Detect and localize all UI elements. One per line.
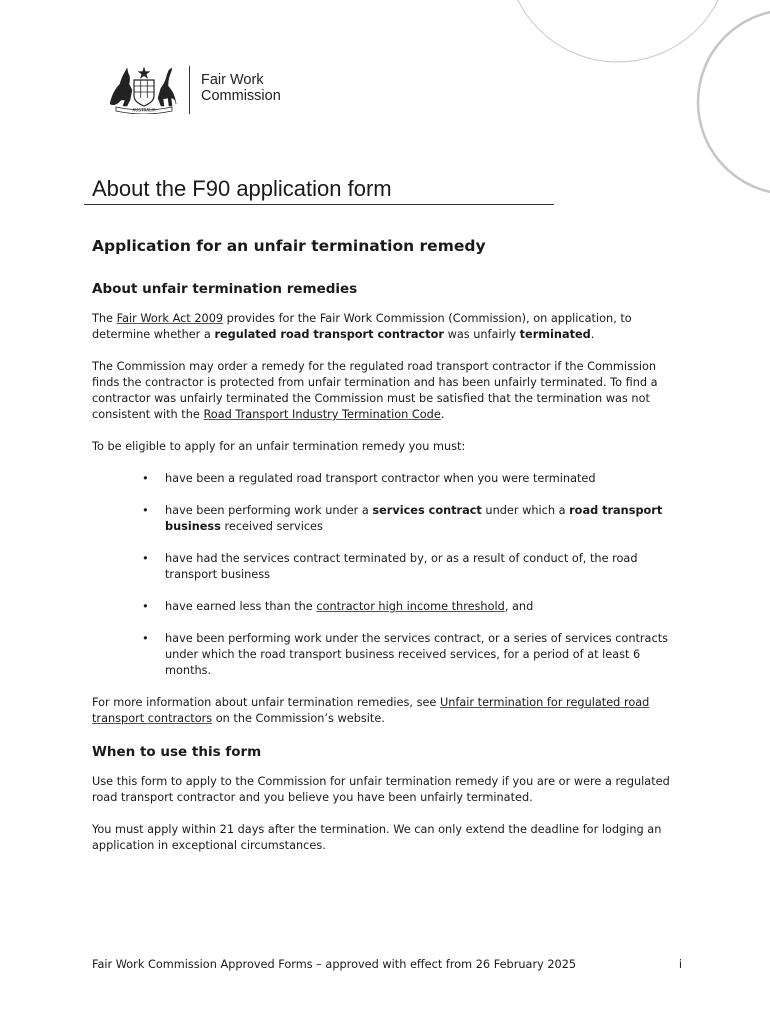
- text-run: under which a: [481, 504, 570, 517]
- text-run: provides for the Fair Work Commission (Commission), on application, to determine whether a: [92, 312, 632, 341]
- about-paragraph-2: [92, 359, 682, 423]
- text-run: , and: [504, 600, 534, 613]
- page-number: i: [678, 958, 682, 971]
- text-run: was unfairly: [444, 328, 520, 341]
- unfair-termination-info-link[interactable]: Unfair termination for regulated road transport contractors: [92, 696, 650, 725]
- when-paragraph-1: Use this form to apply to the Commission for unfair termination remedy if you are or were a regulated road transport contractor and you believe you have been unfairly terminated.: [92, 775, 670, 804]
- text-run: The: [92, 312, 117, 325]
- document-body: [92, 236, 682, 870]
- fair-work-act-link[interactable]: Fair Work Act 2009: [116, 312, 224, 325]
- text-run: .: [590, 328, 595, 341]
- title-underline: [84, 204, 554, 205]
- text-run: have been performing work under a: [165, 504, 373, 517]
- eligibility-list: [92, 471, 682, 679]
- coat-of-arms-icon: [106, 64, 182, 114]
- when-paragraph-2: You must apply within 21 days after the termination. We can only extend the deadline for lodging an application in exceptional circumstances.: [92, 823, 662, 852]
- logo-wordmark: [201, 72, 281, 104]
- page-title: About the F90 application form: [92, 176, 392, 201]
- about-heading: About unfair termination remedies: [92, 281, 358, 297]
- logo-line-1: Fair Work: [201, 72, 264, 88]
- list-item: [165, 599, 682, 615]
- list-item: • have had the services contract terminated by, or as a result of conduct of, the road transport business: [165, 551, 682, 583]
- text-run: have earned less than the: [165, 600, 317, 613]
- bold-term: regulated road transport contractor: [214, 328, 444, 341]
- main-heading: Application for an unfair termination remedy: [92, 237, 486, 255]
- text-run: The Commission may order a remedy for the regulated road transport contractor if the Commission finds the contractor is protected from unfair termination and has been unfairly terminated. To find a contractor was unfairly terminated the Commission must be satisfied that the termination was not consistent with the: [92, 360, 658, 421]
- text-run: on the Commission’s website.: [212, 712, 385, 725]
- income-threshold-link[interactable]: contractor high income threshold: [316, 600, 505, 613]
- bold-term: terminated: [519, 328, 591, 341]
- text-run: received services: [220, 520, 323, 533]
- footer-approval-text: Fair Work Commission Approved Forms – approved with effect from 26 February 2025: [92, 958, 577, 971]
- bold-term: road transport business: [165, 504, 663, 533]
- list-item: • have been performing work under the services contract, or a series of services contracts under which the road transport business received services, for a period of at least 6 months.: [165, 631, 682, 679]
- list-item: • have been a regulated road transport contractor when you were terminated: [165, 471, 682, 487]
- fair-work-commission-logo: [106, 62, 296, 118]
- termination-code-link[interactable]: Road Transport Industry Termination Code: [203, 408, 441, 421]
- list-item: [165, 503, 682, 535]
- logo-divider: [189, 66, 190, 114]
- logo-line-2: Commission: [201, 88, 281, 104]
- eligibility-intro: To be eligible to apply for an unfair termination remedy you must:: [92, 440, 466, 453]
- more-info-paragraph: [92, 695, 682, 727]
- bold-term: services contract: [372, 504, 482, 517]
- about-paragraph-1: [92, 311, 682, 343]
- crest-scroll-text: AUSTRALIA: [132, 107, 156, 113]
- text-run: For more information about unfair termination remedies, see: [92, 696, 440, 709]
- when-to-use-heading: When to use this form: [92, 744, 262, 760]
- text-run: .: [440, 408, 445, 421]
